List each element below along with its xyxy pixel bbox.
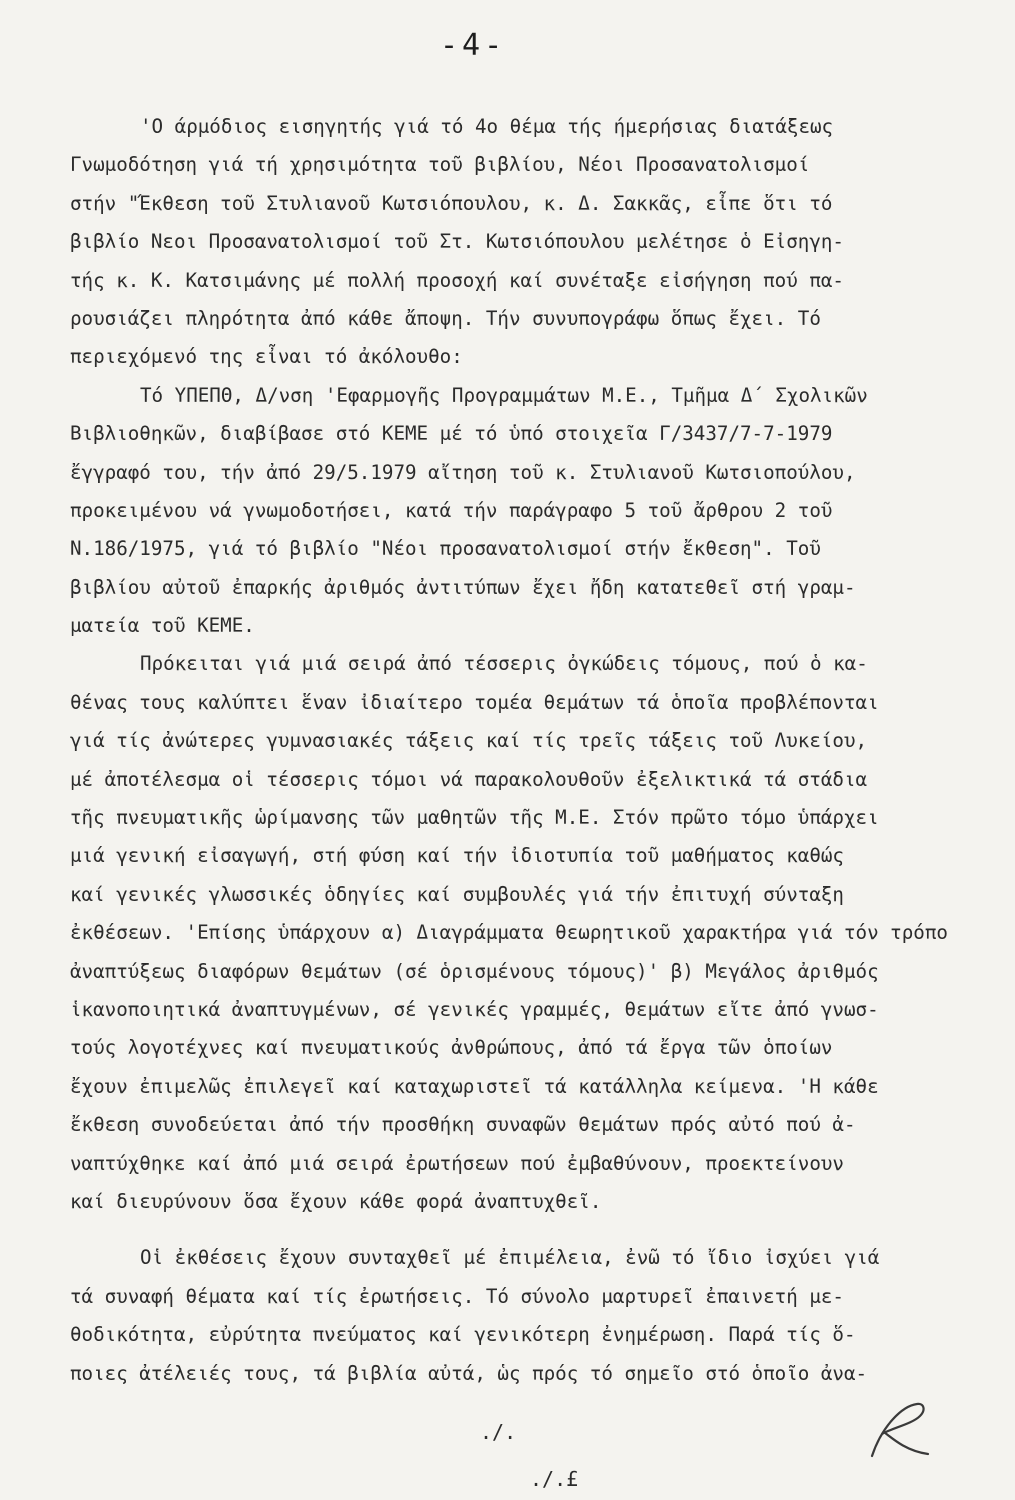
continuation-mark: ./. — [480, 1420, 517, 1444]
text-line: Γνωμοδότηση γιά τή χρησιμότητα τοῦ βιβλίου, Νέοι Προσανατολισμοί — [70, 153, 810, 177]
text-line: καί γενικές γλωσσικές ὁδηγίες καί συμβουλές γιά τήν ἐπιτυχή σύνταξη — [70, 882, 844, 906]
paragraph-1 — [70, 108, 1005, 377]
text-line: περιεχόμενό της εἶναι τό ἀκόλουθο: — [70, 345, 463, 369]
paragraph-2 — [70, 377, 1005, 646]
signature-icon — [862, 1396, 932, 1466]
text-line: ἔκθεση συνοδεύεται ἀπό τήν προσθήκη συναφῶν θεμάτων πρός αὐτό πού ἀ- — [70, 1113, 856, 1137]
text-line: Ν.186/1975, γιά τό βιβλίο "Νέοι προσανατολισμοί στήν ἔκθεση". Τοῦ — [70, 537, 821, 561]
text-line: τούς λογοτέχνες καί πνευματικούς ἀνθρώπους, ἀπό τά ἔργα τῶν ὁποίων — [70, 1036, 833, 1060]
text-line: προκειμένου νά γνωμοδοτήσει, κατά τήν παράγραφο 5 τοῦ ἄρθρου 2 τοῦ — [70, 498, 833, 522]
text-line: μέ ἀποτέλεσμα οἱ τέσσερις τόμοι νά παρακολουθοῦν ἐξελικτικά τά στάδια — [70, 767, 868, 791]
text-line: ποιες ἀτέλειές τους, τά βιβλία αὐτά, ὡς πρός τό σημεῖο στό ὁποῖο ἀνα- — [70, 1361, 868, 1385]
text-line: βιβλίο Νεοι Προσανατολισμοί τοῦ Στ. Κωτσιόπουλου μελέτησε ὁ Εἰσηγη- — [70, 230, 844, 254]
text-line: ματεία τοῦ ΚΕΜΕ. — [70, 614, 255, 638]
text-line: ἐκθέσεων. 'Επίσης ὑπάρχουν α) Διαγράμματα θεωρητικοῦ χαρακτήρα γιά τόν τρόπο — [70, 921, 948, 945]
text-line: τῆς πνευματικῆς ὡρίμανσης τῶν μαθητῶν τῆς Μ.Ε. Στόν πρῶτο τόμο ὑπάρχει — [70, 806, 879, 830]
page-number: -4- — [440, 28, 507, 63]
text-line: μιά γενική εἰσαγωγή, στή φύση καί τήν ἰδιοτυπία τοῦ μαθήματος καθώς — [70, 844, 844, 868]
text-line: ἱκανοποιητικά ἀναπτυγμένων, σέ γενικές γραμμές, θεμάτων εἴτε ἀπό γνωσ- — [70, 997, 879, 1021]
text-line: Οἱ ἐκθέσεις ἔχουν συνταχθεῖ μέ ἐπιμέλεια, ἐνῶ τό ἴδιο ἰσχύει γιά — [140, 1246, 880, 1270]
text-line: ἔχουν ἐπιμελῶς ἐπιλεγεῖ καί καταχωριστεῖ τά κατάλληλα κείμενα. 'Η κάθε — [70, 1074, 879, 1098]
text-line: 'Ο άρμόδιος εισηγητής γιά τό 4ο θέμα τής ήμερήσιας διατάξεως — [140, 115, 834, 138]
text-line: Βιβλιοθηκῶν, διαβίβασε στό ΚΕΜΕ μέ τό ὑπό στοιχεῖα Γ/3437/7-7-1979 — [70, 422, 833, 446]
text-line: ναπτύχθηκε καί ἀπό μιά σειρά ἐρωτήσεων πού ἐμβαθύνουν, προεκτείνουν — [70, 1151, 844, 1175]
text-line: Τό ΥΠΕΠΘ, Δ/νση 'Εφαρμογῆς Προγραμμάτων Μ.Ε., Τμῆμα Δ΄ Σχολικῶν — [140, 383, 868, 407]
text-line: στήν "Έκθεση τοῦ Στυλιανοῦ Κωτσιόπουλου, κ. Δ. Σακκᾶς, εἶπε ὅτι τό — [70, 191, 833, 215]
text-line: ρουσιάζει πληρότητα ἀπό κάθε ἄποψη. Τήν συνυπογράφω ὅπως ἔχει. Τό — [70, 306, 821, 330]
continuation-mark-2: ./.£ — [530, 1467, 579, 1491]
text-line: Πρόκειται γιά μιά σειρά ἀπό τέσσερις ὀγκώδεις τόμους, πού ὁ κα- — [140, 652, 868, 676]
paragraph-4 — [70, 1239, 1005, 1393]
text-line: τά συναφή θέματα καί τίς ἐρωτήσεις. Τό σύνολο μαρτυρεῖ ἐπαινετή με- — [70, 1284, 844, 1308]
text-line: καί διευρύνουν ὅσα ἔχουν κάθε φορά ἀναπτυχθεῖ. — [70, 1189, 602, 1213]
text-line: γιά τίς ἀνώτερες γυμνασιακές τάξεις καί τίς τρεῖς τάξεις τοῦ Λυκείου, — [70, 729, 868, 753]
text-line: θένας τους καλύπτει ἕναν ἰδιαίτερο τομέα θεμάτων τά ὁποῖα προβλέπονται — [70, 690, 879, 714]
paragraph-3 — [70, 645, 1005, 1221]
text-line: βιβλίου αὐτοῦ ἐπαρκής ἀριθμός ἀντιτύπων ἔχει ἤδη κατατεθεῖ στή γραμ- — [70, 575, 856, 599]
document-body — [70, 108, 1005, 1393]
text-line: τής κ. Κ. Κατσιμάνης μέ πολλή προσοχή καί συνέταξε εἰσήγηση πού πα- — [70, 268, 844, 292]
text-line: ἀναπτύξεως διαφόρων θεμάτων (σέ ὁρισμένους τόμους)' β) Μεγάλος ἀριθμός — [70, 959, 879, 983]
text-line: ἔγγραφό του, τήν ἀπό 29/5.1979 αἴτηση τοῦ κ. Στυλιανοῦ Κωτσιοπούλου, — [70, 460, 856, 484]
text-line: θοδικότητα, εὐρύτητα πνεύματος καί γενικότερη ἐνημέρωση. Παρά τίς ὅ- — [70, 1323, 856, 1347]
